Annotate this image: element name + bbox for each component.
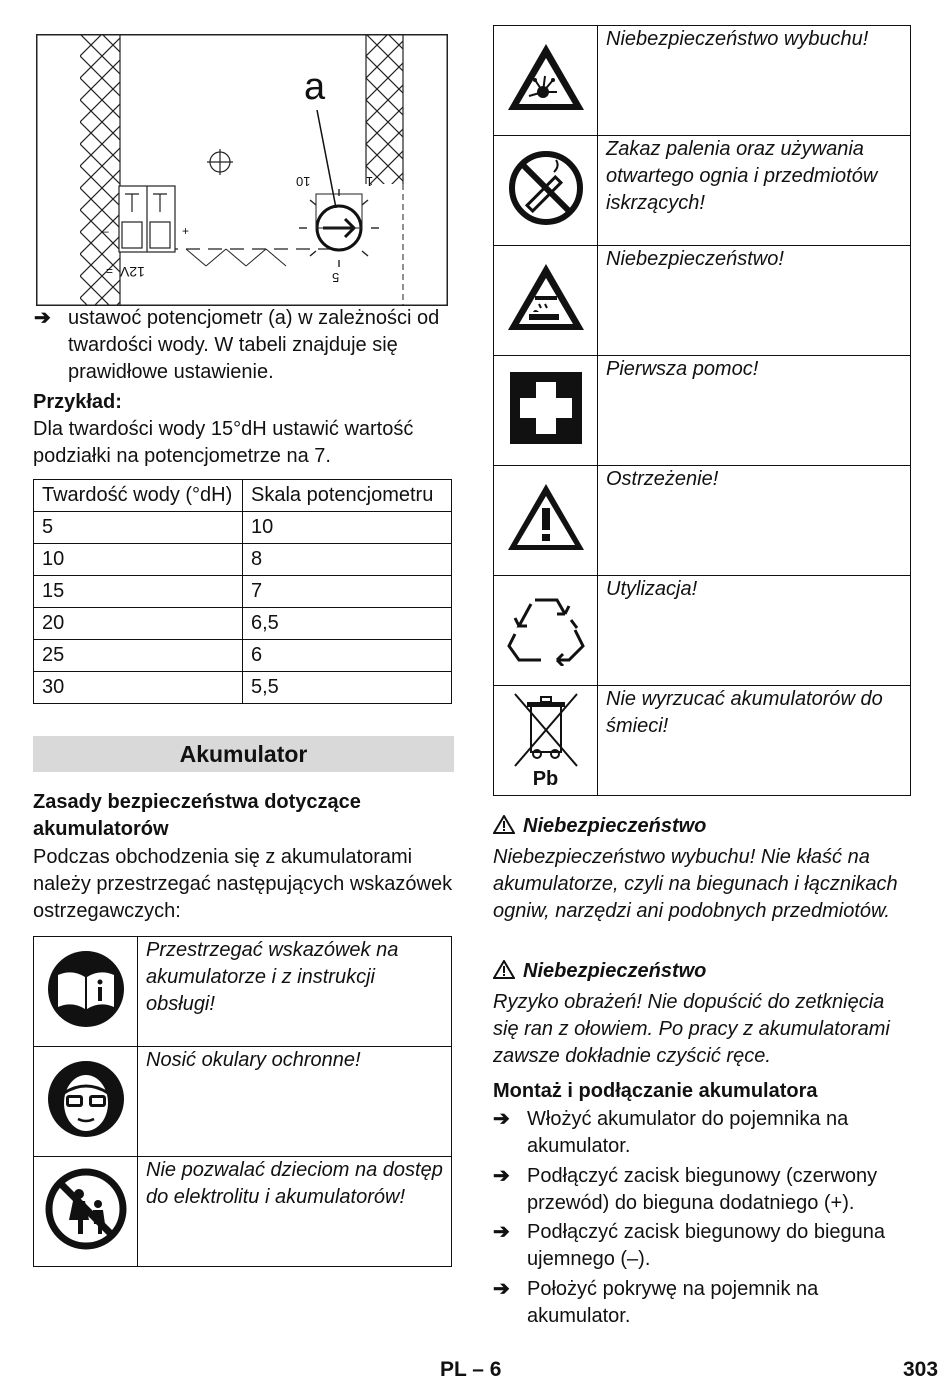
- arrow-icon: ➔: [493, 1278, 510, 1300]
- symbol-icon-cell: [494, 26, 598, 136]
- instruction-step: [34, 305, 452, 386]
- safety-title: Zasady bezpieczeństwa dotyczące akumulatorów: [33, 791, 361, 840]
- table-cell: 5,5: [243, 672, 452, 704]
- symbol-icon-cell: [494, 246, 598, 356]
- table-cell: 6,5: [243, 608, 452, 640]
- symbol-row: [494, 356, 911, 466]
- crossed-bin-icon: [511, 692, 581, 768]
- step-text: Włożyć akumulator do pojemnika na akumulator.: [527, 1108, 849, 1157]
- symbol-row: [494, 246, 911, 356]
- safety-text: Podczas obchodzenia się z akumulatorami należy przestrzegać następujących wskazówek ostrzegawczych:: [33, 846, 453, 922]
- table-cell: 10: [243, 512, 452, 544]
- warning-block: [493, 958, 913, 1070]
- table-row: [34, 640, 452, 672]
- table-cell: 7: [243, 576, 452, 608]
- symbol-text: Ostrzeżenie!: [598, 466, 911, 576]
- no-children-icon: [45, 1168, 127, 1250]
- warning-title: Niebezpieczeństwo: [523, 960, 707, 982]
- symbol-text: Przestrzegać wskazówek na akumulatorze i z instrukcji obsługi!: [138, 937, 452, 1047]
- table-header-row: [34, 480, 452, 512]
- assembly-step: [493, 1163, 911, 1217]
- warning-icon: [493, 815, 515, 834]
- warning-title: Niebezpieczeństwo: [523, 815, 707, 837]
- symbol-icon-cell: [34, 937, 138, 1047]
- symbol-text: Nie pozwalać dzieciom na dostęp do elektrolitu i akumulatorów!: [138, 1157, 452, 1267]
- step-text: Podłączyć zacisk biegunowy (czerwony przewód) do bieguna dodatniego (+).: [527, 1165, 878, 1214]
- arrow-icon: ➔: [493, 1221, 510, 1243]
- explosion-warning-icon: [505, 40, 587, 116]
- step-text: Położyć pokrywę na pojemnik na akumulator.: [527, 1278, 819, 1327]
- figure-mirror-12v: 12V: [120, 264, 145, 280]
- table-row: [34, 544, 452, 576]
- figure-mirror-eq: =: [106, 264, 114, 278]
- symbol-text: Pierwsza pomoc!: [598, 356, 911, 466]
- figure-mirror-10: 10: [296, 174, 311, 189]
- warning-text: Ryzyko obrażeń! Nie dopuścić do zetknięcia się ran z ołowiem. Po pracy z akumulatorami zawsze dokładnie czyścić ręce.: [493, 991, 890, 1067]
- table-row: [34, 512, 452, 544]
- assembly-title: Montaż i podłączanie akumulatora: [493, 1080, 818, 1102]
- recycling-icon: [505, 590, 587, 666]
- table-cell: 10: [34, 544, 243, 576]
- first-aid-icon: [508, 370, 584, 446]
- table-cell: 6: [243, 640, 452, 672]
- hardness-table: [33, 479, 452, 704]
- figure-plus: +: [182, 224, 190, 238]
- symbol-text: Niebezpieczeństwo!: [598, 246, 911, 356]
- symbol-text: Utylizacja!: [598, 576, 911, 686]
- figure-mirror-1: 1: [366, 174, 374, 189]
- symbol-row: [494, 576, 911, 686]
- example-title: Przykład:: [33, 391, 122, 413]
- no-smoking-icon: [508, 150, 584, 226]
- assembly-step: [493, 1276, 911, 1330]
- figure-mirror-5: 5: [332, 270, 340, 285]
- instruction-text: ustawoć potencjometr (a) w zależności od twardości wody. W tabeli znajduje się prawidłowe ustawienie.: [68, 307, 440, 383]
- symbol-row: [494, 686, 911, 796]
- left-symbol-table: [33, 936, 452, 1267]
- symbol-row: [34, 1157, 452, 1267]
- example-text: Dla twardości wody 15°dH ustawić wartość podziałki na potencjometrze na 7.: [33, 418, 414, 467]
- table-header-cell: Twardość wody (°dH): [34, 480, 243, 512]
- table-row: [34, 608, 452, 640]
- symbol-icon-cell: [494, 136, 598, 246]
- symbol-text: Nosić okulary ochronne!: [138, 1047, 452, 1157]
- assembly-step: [493, 1219, 911, 1273]
- symbol-text: Niebezpieczeństwo wybuchu!: [598, 26, 911, 136]
- assembly-step: [493, 1106, 911, 1160]
- symbol-row: [34, 1047, 452, 1157]
- footer-page-number: 303: [903, 1358, 939, 1381]
- potentiometer-figure: [36, 34, 448, 306]
- table-row: [34, 576, 452, 608]
- symbol-text: Nie wyrzucać akumulatorów do śmieci!: [598, 686, 911, 796]
- symbol-row: [494, 136, 911, 246]
- symbol-icon-cell: [34, 1157, 138, 1267]
- table-cell: 20: [34, 608, 243, 640]
- figure-label-a: a: [304, 66, 326, 108]
- table-cell: 8: [243, 544, 452, 576]
- right-symbol-table: [493, 25, 911, 796]
- symbol-text: Zakaz palenia oraz używania otwartego ognia i przedmiotów iskrzących!: [598, 136, 911, 246]
- footer-page-label: PL – 6: [440, 1358, 502, 1381]
- table-row: [34, 672, 452, 704]
- pb-label: Pb: [532, 767, 559, 790]
- table-cell: 5: [34, 512, 243, 544]
- arrow-icon: ➔: [493, 1165, 510, 1187]
- symbol-row: [494, 26, 911, 136]
- table-cell: 15: [34, 576, 243, 608]
- symbol-row: [34, 937, 452, 1047]
- figure-minus: –: [102, 224, 109, 238]
- warning-block: [493, 813, 913, 925]
- manual-info-icon: [46, 949, 126, 1029]
- table-cell: 25: [34, 640, 243, 672]
- section-title: Akumulator: [33, 736, 454, 772]
- warning-icon: [493, 960, 515, 979]
- symbol-icon-cell: [494, 466, 598, 576]
- warning-text: Niebezpieczeństwo wybuchu! Nie kłaść na akumulatorze, czyli na biegunach i łącznikach ogniw, narzędzi ani podobnych przedmiotów.: [493, 846, 898, 922]
- table-cell: 30: [34, 672, 243, 704]
- symbol-icon-cell: [494, 686, 598, 796]
- symbol-row: [494, 466, 911, 576]
- symbol-icon-cell: [494, 356, 598, 466]
- acid-warning-icon: [505, 260, 587, 336]
- arrow-icon: ➔: [34, 307, 51, 329]
- symbol-icon-cell: [34, 1047, 138, 1157]
- table-header-cell: Skala potencjometru: [243, 480, 452, 512]
- goggles-icon: [46, 1059, 126, 1139]
- symbol-icon-cell: [494, 576, 598, 686]
- step-text: Podłączyć zacisk biegunowy do bieguna ujemnego (–).: [527, 1221, 885, 1270]
- arrow-icon: ➔: [493, 1108, 510, 1130]
- warning-icon: [505, 480, 587, 556]
